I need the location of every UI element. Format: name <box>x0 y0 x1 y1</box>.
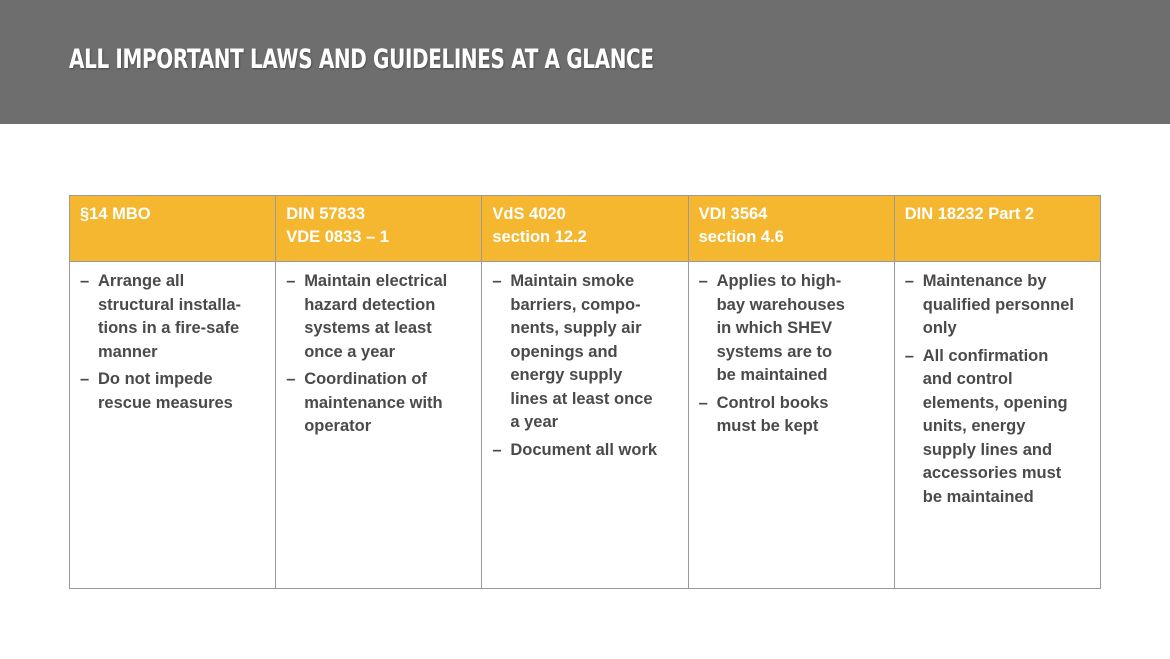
bullet-list <box>905 270 1092 509</box>
list-item-line: – Document all work <box>510 440 658 459</box>
table-cell <box>70 262 276 589</box>
column-header-line: VDE 0833 – 1 <box>286 228 389 246</box>
list-item-line: barriers, compo- <box>510 295 641 314</box>
list-item-line: qualified personnel <box>922 295 1075 314</box>
column-header <box>894 196 1100 262</box>
column-header-line: VdS 4020 <box>492 205 566 223</box>
list-item-line: lines at least once <box>510 389 653 408</box>
column-header-line: §14 MBO <box>80 205 151 223</box>
list-item-line: only <box>922 319 957 337</box>
list-item-line: elements, opening <box>922 393 1068 412</box>
list-item <box>80 368 267 415</box>
table-cell <box>688 262 894 589</box>
list-item <box>492 270 679 435</box>
list-item <box>80 270 267 364</box>
list-item-line: – Do not impede <box>98 370 213 388</box>
table-cell <box>276 262 482 589</box>
list-item <box>905 270 1092 341</box>
list-item-line: accessories must <box>922 464 1062 482</box>
table-header-row <box>70 196 1101 262</box>
list-item-line: manner <box>98 342 158 361</box>
list-item-line: energy supply <box>510 366 623 384</box>
column-header-line: VDI 3564 <box>698 205 768 223</box>
list-item-line: – Maintenance by <box>922 272 1047 290</box>
list-item-line: supply lines and <box>922 440 1053 459</box>
table-cell <box>894 262 1100 589</box>
column-header <box>482 196 688 262</box>
list-item <box>699 270 886 388</box>
list-item <box>905 345 1092 510</box>
list-item-line: must be kept <box>716 417 819 435</box>
column-header <box>276 196 482 262</box>
bullet-list <box>286 270 473 439</box>
list-item-line: – Maintain smoke <box>510 272 635 290</box>
list-item <box>286 368 473 439</box>
list-item-line: be maintained <box>922 487 1034 506</box>
list-item-line: tions in a fire-safe <box>98 319 240 337</box>
list-item <box>699 392 886 439</box>
list-item-line: hazard detection <box>304 295 436 314</box>
list-item-line: maintenance with <box>304 393 443 412</box>
list-item-line: and control <box>922 370 1013 388</box>
list-item-line: nents, supply air <box>510 319 642 337</box>
bullet-list <box>699 270 886 439</box>
table-cell <box>482 262 688 589</box>
bullet-list <box>492 270 679 462</box>
column-header-line: DIN 57833 <box>286 205 366 223</box>
laws-table <box>69 195 1101 589</box>
column-header-line: section 12.2 <box>492 228 587 246</box>
column-header-line: section 4.6 <box>698 228 784 246</box>
column-header <box>70 196 276 262</box>
list-item-line: be maintained <box>716 366 828 384</box>
list-item-line: – Maintain electrical <box>304 272 448 290</box>
list-item <box>492 439 679 463</box>
bullet-list <box>80 270 267 415</box>
list-item-line: – Control books <box>716 393 829 412</box>
list-item-line: units, energy <box>922 417 1026 435</box>
list-item-line: in which SHEV <box>716 319 833 337</box>
list-item-line: – Applies to high- <box>716 272 842 290</box>
list-item-line: systems at least <box>304 319 432 337</box>
table-row <box>70 262 1101 589</box>
list-item-line: operator <box>304 417 372 435</box>
list-item-line: a year <box>510 413 559 431</box>
list-item-line: – All confirmation <box>922 346 1049 365</box>
list-item-line: – Coordination of <box>304 370 427 388</box>
list-item <box>286 270 473 364</box>
page-title: ALL IMPORTANT LAWS AND GUIDELINES AT A GLANCE <box>69 44 654 75</box>
list-item-line: – Arrange all <box>98 272 185 290</box>
list-item-line: bay warehouses <box>716 295 845 314</box>
column-header-line: DIN 18232 Part 2 <box>904 205 1035 223</box>
list-item-line: systems are to <box>716 342 833 361</box>
list-item-line: structural installa- <box>98 295 242 314</box>
list-item-line: once a year <box>304 342 395 361</box>
list-item-line: rescue measures <box>98 393 233 412</box>
header-banner <box>0 0 1170 124</box>
column-header <box>688 196 894 262</box>
list-item-line: openings and <box>510 342 618 361</box>
